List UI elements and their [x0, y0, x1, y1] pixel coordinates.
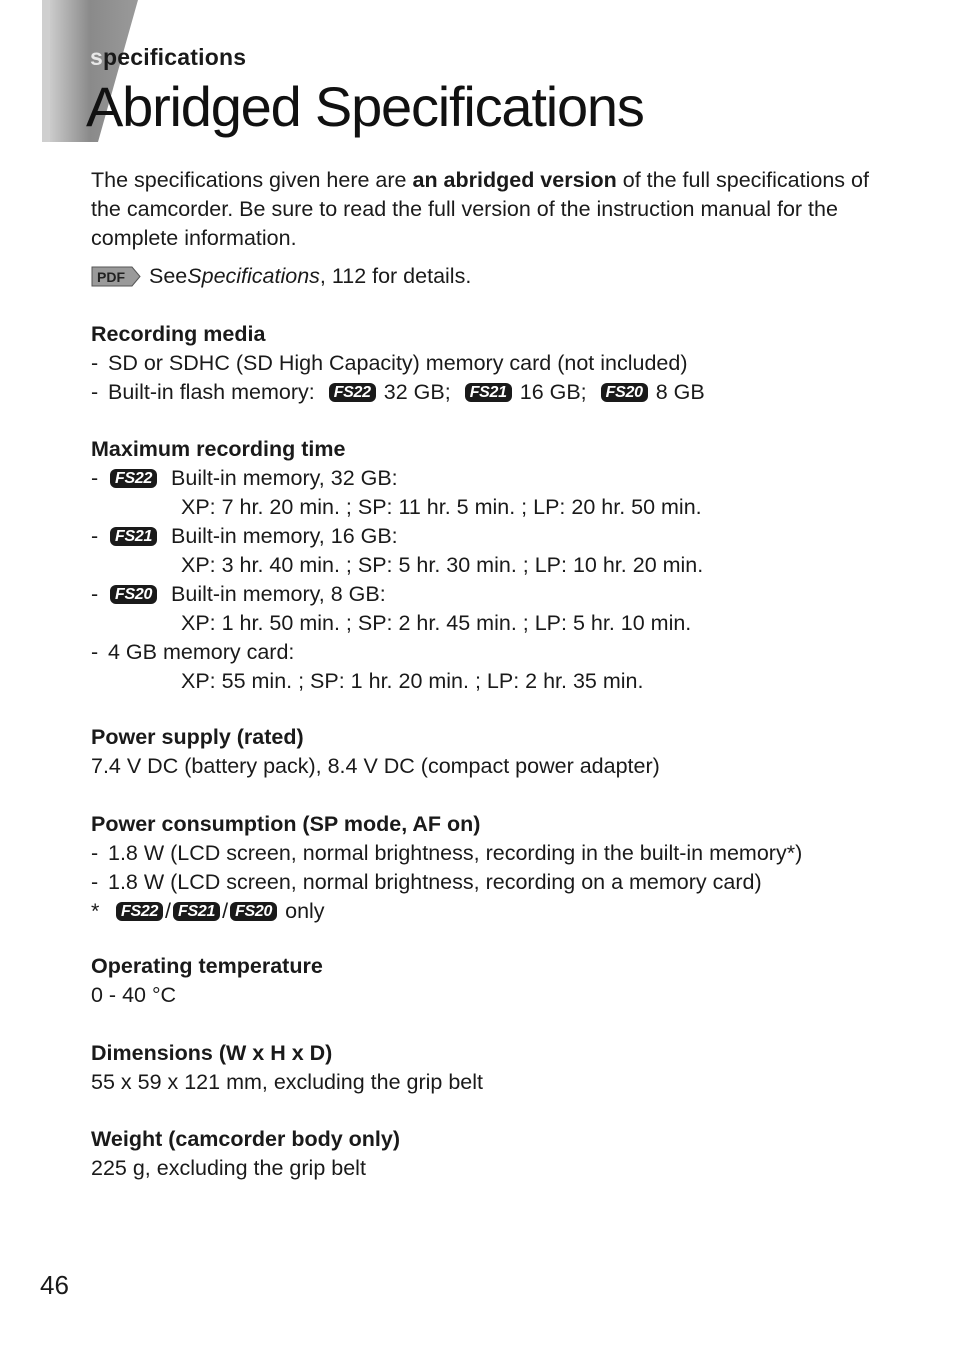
list-item — [91, 638, 891, 667]
spec-value: 0 - 40 °C — [91, 983, 177, 1007]
spec-power-supply — [91, 723, 891, 781]
slash: / — [165, 899, 172, 923]
dash: - — [91, 870, 99, 894]
list-item — [91, 839, 891, 868]
model-fs22-icon: FS22 — [116, 902, 163, 921]
list-item-text: SD or SDHC (SD High Capacity) memory card (not included) — [108, 351, 688, 375]
spec-weight — [91, 1125, 891, 1183]
intro-bold: an abridged version — [412, 168, 617, 192]
page-title: Abridged Specifications — [86, 75, 644, 138]
model-fs21-icon: FS21 — [465, 383, 512, 402]
recording-times: XP: 1 hr. 50 min. ; SP: 2 hr. 45 min. ; LP: 5 hr. 10 min. — [181, 611, 692, 635]
spec-heading: Dimensions (W x H x D) — [91, 1041, 333, 1065]
spec-heading: Maximum recording time — [91, 437, 346, 461]
spec-operating-temperature — [91, 952, 891, 1010]
list-item-text: Built-in memory, 16 GB: — [171, 524, 398, 548]
pdf-reference — [91, 262, 471, 291]
list-item — [91, 464, 891, 493]
pdf-rest: , 112 for details. — [319, 264, 472, 288]
model-fs22-icon: FS22 — [110, 469, 157, 488]
dash: - — [91, 466, 99, 490]
dash: - — [91, 351, 99, 375]
list-item — [91, 378, 891, 407]
spec-heading: Operating temperature — [91, 954, 323, 978]
spec-value: 7.4 V DC (battery pack), 8.4 V DC (compact power adapter) — [91, 754, 660, 778]
list-item-text: Built-in flash memory: — [108, 380, 315, 404]
page-number: 46 — [40, 1270, 69, 1300]
dash: - — [91, 841, 99, 865]
spec-heading: Recording media — [91, 322, 266, 346]
model-fs20-icon: FS20 — [601, 383, 648, 402]
model-fs21-icon: FS21 — [173, 902, 220, 921]
spec-recording-media — [91, 320, 891, 407]
spec-heading: Power consumption (SP mode, AF on) — [91, 812, 481, 836]
spec-value: 225 g, excluding the grip belt — [91, 1156, 366, 1180]
footnote — [91, 897, 891, 926]
list-item-text: 4 GB memory card: — [108, 640, 295, 664]
spec-heading: Power supply (rated) — [91, 725, 304, 749]
pdf-icon-label: PDF — [97, 269, 125, 285]
pdf-ref-link[interactable]: Specifications — [187, 264, 320, 288]
recording-times: XP: 7 hr. 20 min. ; SP: 11 hr. 5 min. ; LP: 20 hr. 50 min. — [181, 495, 702, 519]
list-item — [91, 580, 891, 609]
model-fs20-icon: FS20 — [230, 902, 277, 921]
slash: / — [222, 899, 229, 923]
list-item-text: 1.8 W (LCD screen, normal brightness, recording on a memory card) — [108, 870, 762, 894]
capacity-fs22: 32 GB; — [383, 380, 451, 404]
spec-value: 55 x 59 x 121 mm, excluding the grip belt — [91, 1070, 483, 1094]
dash: - — [91, 380, 99, 404]
capacity-fs21: 16 GB; — [519, 380, 587, 404]
footnote-only: only — [285, 899, 325, 923]
recording-times: XP: 55 min. ; SP: 1 hr. 20 min. ; LP: 2 hr. 35 min. — [181, 669, 644, 693]
section-label-lead: s — [90, 44, 103, 70]
dash: - — [91, 640, 99, 664]
recording-times: XP: 3 hr. 40 min. ; SP: 5 hr. 30 min. ; LP: 10 hr. 20 min. — [181, 553, 704, 577]
section-label-rest: pecifications — [103, 44, 247, 70]
list-item — [91, 349, 891, 378]
list-item-text: 1.8 W (LCD screen, normal brightness, recording in the built-in memory*) — [108, 841, 803, 865]
list-item — [91, 868, 891, 897]
spec-power-consumption — [91, 810, 891, 926]
intro-paragraph — [91, 166, 881, 253]
model-fs20-icon: FS20 — [110, 585, 157, 604]
spec-heading: Weight (camcorder body only) — [91, 1127, 400, 1151]
spec-dimensions — [91, 1039, 891, 1097]
model-fs21-icon: FS21 — [110, 527, 157, 546]
list-item-text: Built-in memory, 8 GB: — [171, 582, 386, 606]
dash: - — [91, 524, 99, 548]
capacity-fs20: 8 GB — [655, 380, 705, 404]
pdf-see: See — [149, 264, 188, 288]
list-item — [91, 522, 891, 551]
model-fs22-icon: FS22 — [329, 383, 376, 402]
dash: - — [91, 582, 99, 606]
intro-text-1: The specifications given here are — [91, 168, 413, 192]
section-label — [90, 44, 246, 71]
spec-max-recording-time — [91, 435, 891, 696]
pdf-icon — [91, 266, 141, 287]
footnote-mark: * — [91, 899, 100, 923]
list-item-text: Built-in memory, 32 GB: — [171, 466, 398, 490]
intro-text-2: of the full specifications of the camcorder. Be sure to read the full version of the instruction manual for the complete information. — [91, 168, 869, 250]
